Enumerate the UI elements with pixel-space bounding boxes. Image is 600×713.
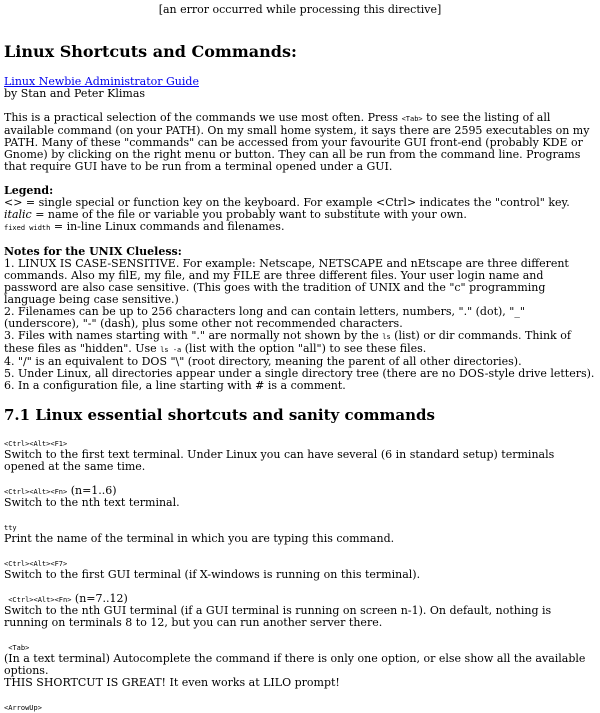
guide-credit [4,76,596,100]
shortcut-key: <Ctrl><Alt><F7> [4,560,68,568]
shortcut-description: Switch to the first text terminal. Under Linux you can have several (6 in standard setup) terminals opened at the same time. [4,448,555,473]
shortcut-entry [4,557,596,581]
note-1: 1. LINUX IS CASE-SENSITIVE. For example: Netscape, NETSCAPE and nEtscape are three different commands. Also my filE, my file, and my FILE are three different files. Your user login name and password are also case sensitive. (This goes with the tradition of UNIX and the "c" programming language being case sensitive.) [4,257,569,306]
shortcut-key: <Tab> [4,644,30,652]
intro-part1: This is a practical selection of the commands we use most often. Press [4,111,402,124]
shortcut-key: tty [4,524,17,532]
intro-part2: to see the listing of all available command (on your PATH). On my small home system, it says there are 2595 executables on my PATH. Many of these "commands" can be accessed from your favourite GUI front-end (probably KDE or Gnome) by clicking on the right menu or button. They can all be run from the command line. Programs that require GUI have to be run from a terminal opened under a GUI. [4,111,590,173]
shortcut-entry [4,485,596,509]
shortcut-description: Print the name of the terminal in which you are typing this command. [4,532,395,545]
legend-title: Legend: [4,184,54,197]
shortcut-suffix: (n=1..6) [67,484,117,497]
shortcut-description: (In a text terminal) Autocomplete the command if there is only one option, or else show all the available options. [4,652,586,677]
notes [4,246,596,392]
note-2: 2. Filenames can be up to 256 characters long and can contain letters, numbers, "." (dot), "_" (underscore), "-" (dash), plus some other not recommended characters. [4,305,525,330]
shortcut-key: <Ctrl><Alt><Fn> [4,488,68,496]
shortcut-description: Switch to the first GUI terminal (if X-windows is running on this terminal). [4,568,421,581]
shortcut-entry [4,521,596,545]
shortcut-description-2: THIS SHORTCUT IS GREAT! It even works at LILO prompt! [4,676,340,689]
note-4: 4. "/" is an equivalent to DOS "\" (root directory, meaning the parent of all other directories). [4,355,522,368]
authors: by Stan and Peter Klimas [4,87,146,100]
legend-fixed: fixed width [4,224,51,232]
notes-title: Notes for the UNIX Clueless: [4,245,182,258]
shortcut-entry [4,593,596,629]
legend-italic: italic [4,208,32,221]
legend-line-3-text: = in-line Linux commands and filenames. [50,220,285,233]
shortcut-entry [4,641,596,689]
legend [4,185,596,234]
note-3-text-a: 3. Files with names starting with "." are normally not shown by the [4,329,383,342]
shortcut-description: Switch to the nth text terminal. [4,496,180,509]
note-3-ls-a: ls -a [160,346,182,354]
shortcut-description: Switch to the nth GUI terminal (if a GUI terminal is running on screen n-1). On default, nothing is running on terminals 8 to 12, but you can run another server there. [4,604,552,629]
shortcut-key: <Ctrl><Alt><Fn> [4,596,72,604]
note-3 [4,330,596,356]
shortcut-key: <Ctrl><Alt><F1> [4,440,68,448]
legend-line-2-text: = name of the file or variable you probably want to substitute with your own. [31,208,467,221]
guide-link[interactable]: Linux Newbie Administrator Guide [4,75,199,88]
section-title: 7.1 Linux essential shortcuts and sanity commands [4,406,435,424]
legend-line-1: <> = single special or function key on the keyboard. For example <Ctrl> indicates the "control" key. [4,196,570,209]
tab-key: <Tab> [401,115,423,123]
intro-paragraph [4,112,596,173]
note-3-text-b: (list) or dir commands. Think of these files as "hidden". Use [4,329,571,355]
page-title: Linux Shortcuts and Commands: [4,42,297,61]
note-6: 6. In a configuration file, a line starting with # is a comment. [4,379,346,392]
shortcut-suffix: (n=7..12) [71,592,128,605]
shortcut-key: <ArrowUp> [4,704,42,712]
ssi-error-message: [an error occurred while processing this directive] [158,3,442,16]
shortcut-entry [4,437,596,473]
shortcut-entry [4,701,596,713]
legend-line-3 [4,221,596,234]
note-3-text-c: (list with the option "all") to see these files. [181,342,427,355]
note-5: 5. Under Linux, all directories appear under a single directory tree (there are no DOS-style drive letters). [4,367,595,380]
note-3-ls: ls [382,333,391,341]
